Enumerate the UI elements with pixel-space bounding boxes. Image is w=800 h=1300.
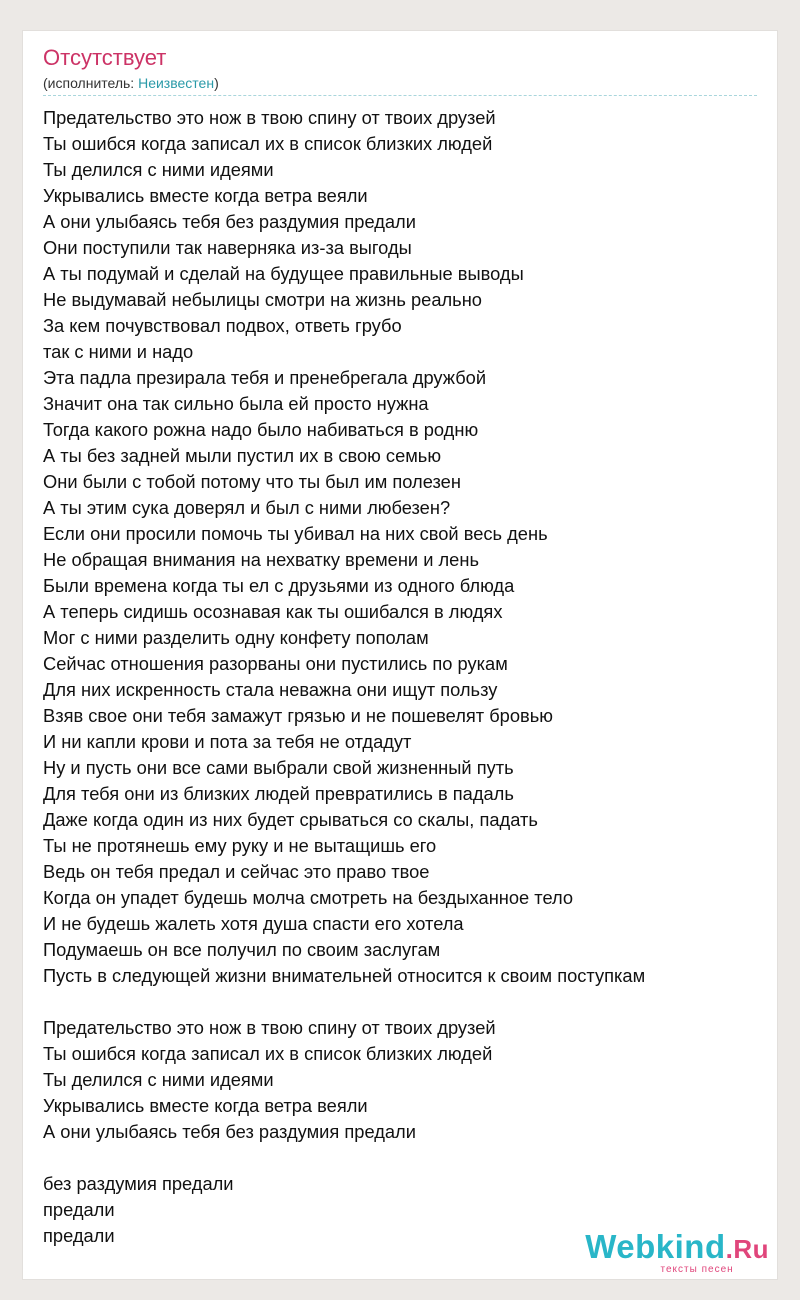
lyric-line: Когда он упадет будешь молча смотреть на бездыханное тело	[43, 887, 574, 908]
song-title: Отсутствует	[43, 45, 167, 70]
lyric-line: Не обращая внимания на нехватку времени и лень	[43, 549, 479, 570]
lyric-line: предали	[43, 1199, 115, 1220]
lyric-line: Не выдумавай небылицы смотри на жизнь реально	[43, 289, 482, 310]
lyrics-verse-1	[43, 105, 645, 989]
lyric-line: Были времена когда ты ел с друзьями из одного блюда	[43, 575, 515, 596]
logo-tagline: тексты песен	[660, 1264, 734, 1275]
lyric-line: Для тебя они из близких людей превратились в падаль	[43, 783, 514, 804]
lyric-line: Если они просили помочь ты убивал на них свой весь день	[43, 523, 548, 544]
artist-link[interactable]: Неизвестен	[138, 75, 215, 91]
lyrics-text	[43, 105, 645, 1249]
lyric-line: А ты подумай и сделай на будущее правильные выводы	[43, 263, 524, 284]
lyric-line: Ты ошибся когда записал их в список близких людей	[43, 133, 493, 154]
lyrics-outro	[43, 1171, 645, 1249]
lyric-line: Ведь он тебя предал и сейчас это право твое	[43, 861, 430, 882]
lyric-line: без раздумия предали	[43, 1173, 234, 1194]
lyric-line: Для них искренность стала неважна они ищут пользу	[43, 679, 498, 700]
logo-name: Webkind	[585, 1228, 726, 1265]
lyric-line: Ты ошибся когда записал их в список близких людей	[43, 1043, 493, 1064]
lyric-line: Мог с ними разделить одну конфету пополам	[43, 627, 429, 648]
webkind-logo[interactable]	[585, 1230, 769, 1275]
lyrics-verse-2	[43, 1015, 645, 1145]
artist-prefix: (исполнитель:	[43, 75, 139, 91]
lyric-line: Ты делился с ними идеями	[43, 1069, 274, 1090]
lyric-line: Тогда какого рожна надо было набиваться в родню	[43, 419, 479, 440]
lyric-line: Предательство это нож в твою спину от твоих друзей	[43, 1017, 496, 1038]
lyric-line: так с ними и надо	[43, 341, 194, 362]
lyric-line: Сейчас отношения разорваны они пустились по рукам	[43, 653, 508, 674]
header-divider	[43, 95, 757, 96]
logo-wordmark	[585, 1230, 769, 1266]
lyric-line: А они улыбаясь тебя без раздумия предали	[43, 211, 416, 232]
stanza-gap	[43, 1145, 645, 1171]
lyric-line: Предательство это нож в твою спину от твоих друзей	[43, 107, 496, 128]
lyric-line: А ты без задней мыли пустил их в свою семью	[43, 445, 442, 466]
lyric-line: Значит она так сильно была ей просто нужна	[43, 393, 429, 414]
stanza-gap	[43, 989, 645, 1015]
lyric-line: Они поступили так наверняка из-за выгоды	[43, 237, 412, 258]
logo-tld: .Ru	[725, 1234, 769, 1264]
lyric-line: Ну и пусть они все сами выбрали свой жизненный путь	[43, 757, 514, 778]
lyric-line: И не будешь жалеть хотя душа спасти его хотела	[43, 913, 464, 934]
lyric-line: Ты не протянешь ему руку и не вытащишь его	[43, 835, 437, 856]
lyric-line: Эта падла презирала тебя и пренебрегала дружбой	[43, 367, 487, 388]
artist-line	[43, 75, 219, 91]
lyrics-card	[22, 30, 778, 1280]
lyric-line: Пусть в следующей жизни внимательней относится к своим поступкам	[43, 965, 646, 986]
lyric-line: А они улыбаясь тебя без раздумия предали	[43, 1121, 416, 1142]
artist-suffix: )	[214, 75, 219, 91]
lyric-line: Они были с тобой потому что ты был им полезен	[43, 471, 461, 492]
lyric-line: Ты делился с ними идеями	[43, 159, 274, 180]
lyric-line: Взяв свое они тебя замажут грязью и не пошевелят бровью	[43, 705, 553, 726]
lyric-line: Укрывались вместе когда ветра веяли	[43, 185, 368, 206]
lyric-line: И ни капли крови и пота за тебя не отдадут	[43, 731, 412, 752]
lyric-line: предали	[43, 1225, 115, 1246]
lyric-line: Даже когда один из них будет срываться со скалы, падать	[43, 809, 538, 830]
lyric-line: А теперь сидишь осознавая как ты ошибался в людях	[43, 601, 503, 622]
lyric-line: Укрывались вместе когда ветра веяли	[43, 1095, 368, 1116]
lyric-line: А ты этим сука доверял и был с ними любезен?	[43, 497, 451, 518]
lyric-line: Подумаешь он все получил по своим заслугам	[43, 939, 441, 960]
lyric-line: За кем почувствовал подвох, ответь грубо	[43, 315, 402, 336]
